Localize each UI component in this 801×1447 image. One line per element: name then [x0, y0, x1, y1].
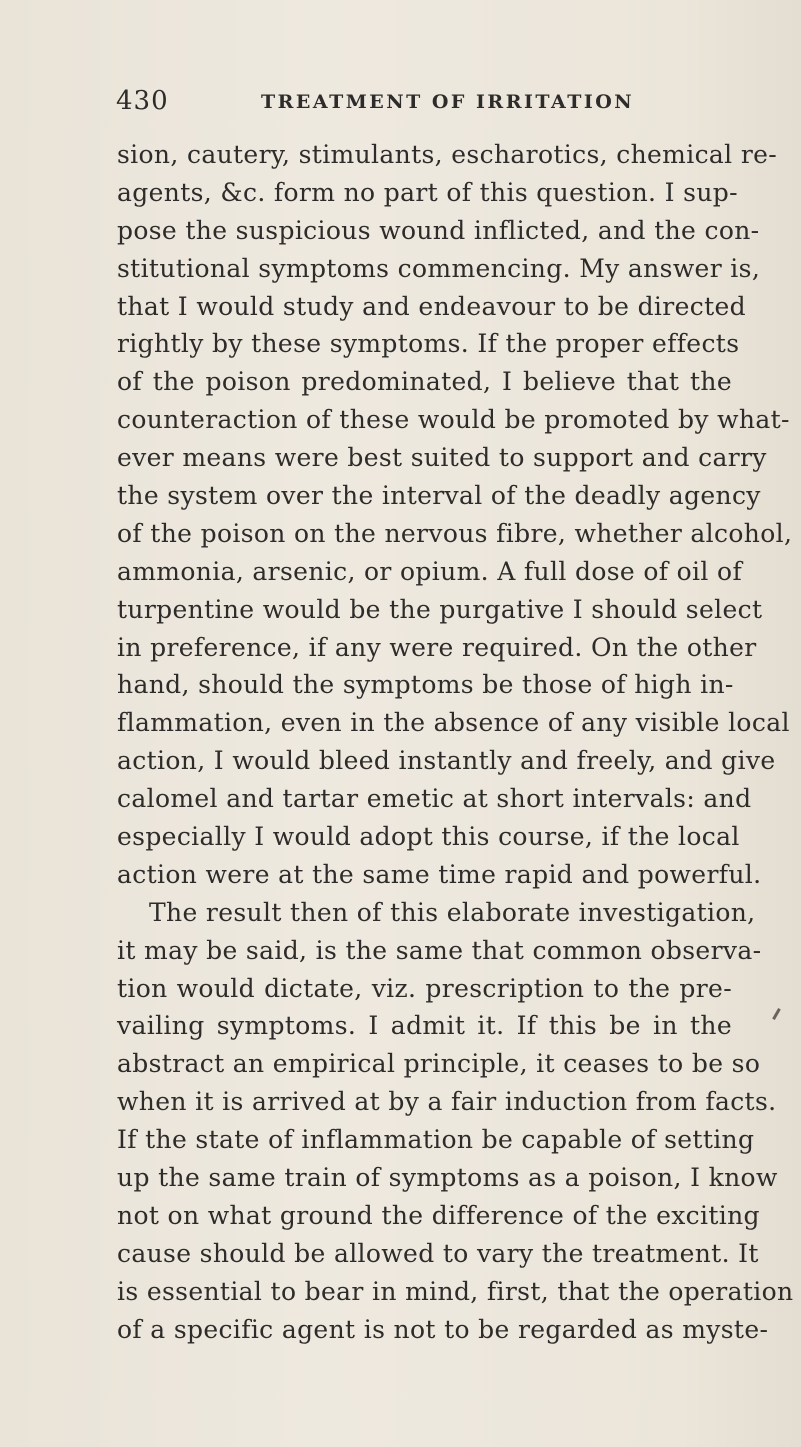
- running-head: TREATMENT OF IRRITATION: [261, 91, 635, 113]
- text-line: stitutional symptoms commencing. My answer is,: [117, 253, 761, 283]
- paragraph-end-line: action were at the same time rapid and powerful.: [117, 859, 762, 889]
- text-line: pose the suspicious wound inflicted, and the con-: [117, 215, 760, 245]
- text-line: when it is arrived at by a fair induction from facts.: [117, 1087, 777, 1117]
- text-line: up the same train of symptoms as a poison, I know: [117, 1163, 778, 1193]
- text-line: vailing symptoms. I admit it. If this be in the: [117, 1011, 732, 1041]
- text-line: counteraction of these would be promoted by what-: [117, 405, 790, 435]
- text-line: in preference, if any were required. On the other: [117, 632, 757, 662]
- page-number: 430: [116, 86, 169, 116]
- body-text: [117, 136, 794, 1349]
- text-line: cause should be allowed to vary the treatment. It: [117, 1238, 759, 1268]
- paragraph-start-line: The result then of this elaborate investigation,: [149, 897, 756, 927]
- text-line: calomel and tartar emetic at short intervals: and: [117, 784, 752, 814]
- margin-ink-mark: [772, 1008, 781, 1020]
- text-line: abstract an empirical principle, it ceases to be so: [117, 1049, 761, 1079]
- text-line: of a specific agent is not to be regarded as myste-: [117, 1314, 769, 1344]
- text-line: rightly by these symptoms. If the proper effects: [117, 329, 740, 359]
- text-line: ever means were best suited to support and carry: [117, 443, 767, 473]
- text-line: sion, cautery, stimulants, escharotics, chemical re-: [117, 140, 778, 169]
- text-line: flammation, even in the absence of any visible local: [117, 708, 790, 738]
- text-line: especially I would adopt this course, if the local: [117, 822, 740, 852]
- page-header: [0, 86, 801, 122]
- text-line: that I would study and endeavour to be directed: [117, 291, 746, 321]
- text-line: is essential to bear in mind, first, that the operation: [117, 1276, 794, 1306]
- text-line: tion would dictate, viz. prescription to the pre-: [117, 973, 732, 1003]
- text-line: of the poison on the nervous fibre, whether alcohol,: [117, 518, 793, 548]
- text-line: ammonia, arsenic, or opium. A full dose of oil of: [117, 556, 743, 586]
- text-line: hand, should the symptoms be those of high in-: [117, 670, 734, 700]
- text-line: of the poison predominated, I believe that the: [117, 367, 732, 397]
- text-line: it may be said, is the same that common observa-: [117, 935, 762, 965]
- text-line: If the state of inflammation be capable of setting: [117, 1125, 755, 1155]
- text-line: action, I would bleed instantly and freely, and give: [117, 746, 776, 776]
- text-line: turpentine would be the purgative I should select: [117, 594, 763, 624]
- text-line: the system over the interval of the deadly agency: [117, 481, 761, 511]
- text-line: not on what ground the difference of the exciting: [117, 1200, 760, 1230]
- text-line: agents, &c. form no part of this question. I sup-: [117, 177, 738, 207]
